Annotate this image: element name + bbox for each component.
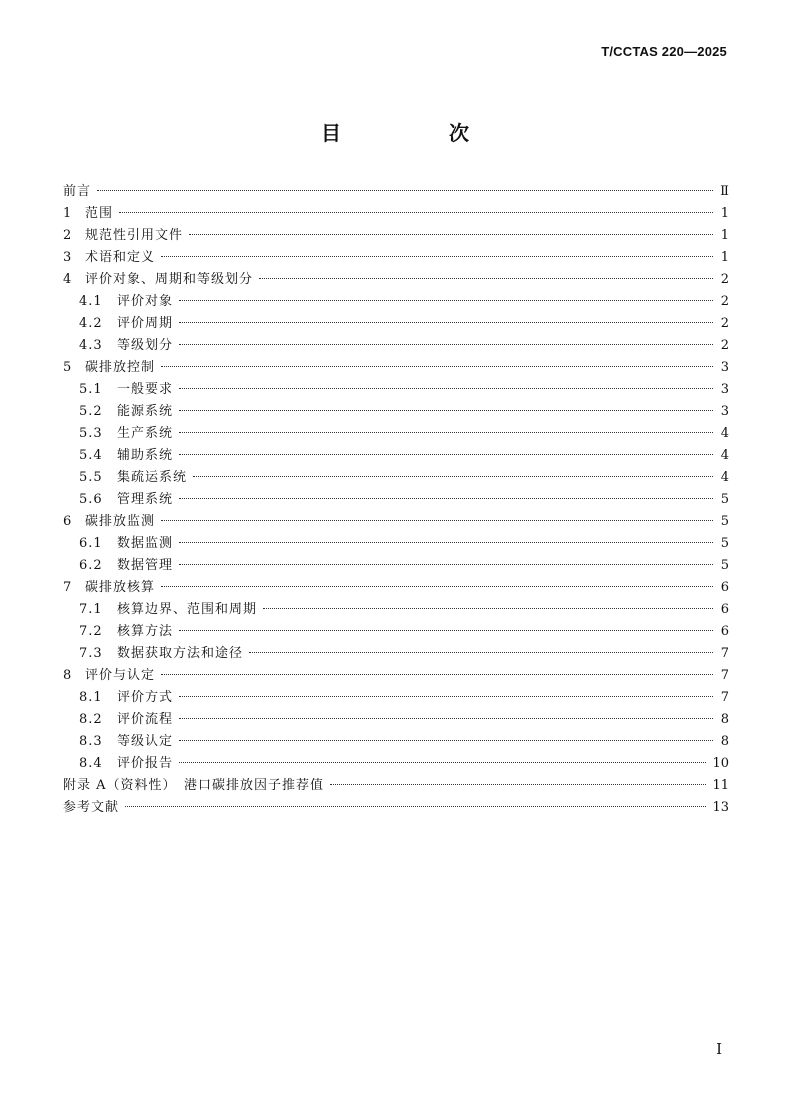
toc-entry-page: Ⅱ — [720, 184, 729, 199]
toc-entry-page: 7 — [720, 646, 729, 661]
toc-entry-number: 5.1 — [79, 382, 103, 397]
toc-leader-dots — [119, 212, 713, 213]
toc-entry-page: 1 — [720, 228, 729, 243]
toc-entry-page: 4 — [720, 470, 729, 485]
toc-entry-label: 规范性引用文件 — [85, 228, 184, 243]
toc-entry[interactable] — [63, 269, 729, 291]
toc-entry[interactable] — [63, 357, 729, 379]
toc-entry-label: 附录 A（资料性） 港口碳排放因子推荐值 — [63, 778, 325, 793]
page-title: 目 次 — [321, 121, 513, 145]
toc-entry-page: 5 — [720, 558, 729, 573]
toc-entry-page: 5 — [720, 536, 729, 551]
toc-entry[interactable] — [63, 247, 729, 269]
toc-entry-page: 2 — [720, 316, 729, 331]
toc-entry[interactable] — [63, 621, 729, 643]
toc-leader-dots — [189, 234, 713, 235]
table-of-contents — [63, 181, 729, 819]
toc-entry-page: 7 — [720, 690, 729, 705]
toc-entry-label: 范围 — [85, 206, 114, 221]
toc-entry-number: 5.4 — [79, 448, 103, 463]
toc-entry[interactable] — [63, 467, 729, 489]
toc-entry[interactable] — [63, 423, 729, 445]
toc-entry-label: 评价报告 — [117, 756, 174, 771]
toc-entry-page: 3 — [720, 404, 729, 419]
toc-leader-dots — [263, 608, 713, 609]
toc-entry-number: 8.3 — [79, 734, 103, 749]
toc-leader-dots — [259, 278, 713, 279]
toc-entry-label: 数据监测 — [117, 536, 174, 551]
toc-entry-label: 数据管理 — [117, 558, 174, 573]
toc-leader-dots — [179, 322, 713, 323]
toc-entry-number: 1 — [63, 206, 72, 221]
toc-entry-number: 7.1 — [79, 602, 103, 617]
toc-entry-page: 2 — [720, 272, 729, 287]
toc-leader-dots — [179, 300, 713, 301]
toc-entry-label: 评价方式 — [117, 690, 174, 705]
toc-entry-number: 4.1 — [79, 294, 103, 309]
toc-entry-number: 4.2 — [79, 316, 103, 331]
toc-entry-number: 5.6 — [79, 492, 103, 507]
toc-entry-label: 术语和定义 — [85, 250, 156, 265]
toc-entry[interactable] — [63, 401, 729, 423]
toc-entry-page: 2 — [720, 294, 729, 309]
toc-entry[interactable] — [63, 753, 729, 775]
toc-entry-number: 8.4 — [79, 756, 103, 771]
toc-entry-page: 4 — [720, 448, 729, 463]
toc-leader-dots — [125, 806, 706, 807]
toc-entry-label: 碳排放核算 — [85, 580, 156, 595]
toc-entry[interactable] — [63, 797, 729, 819]
toc-entry-number: 7 — [63, 580, 72, 595]
toc-entry-page: 8 — [720, 712, 729, 727]
toc-entry-label: 评价对象 — [117, 294, 174, 309]
toc-entry-page: 5 — [720, 492, 729, 507]
toc-leader-dots — [179, 696, 713, 697]
toc-entry[interactable] — [63, 665, 729, 687]
toc-entry-label: 碳排放控制 — [85, 360, 156, 375]
toc-entry-number: 7.2 — [79, 624, 103, 639]
toc-leader-dots — [179, 410, 713, 411]
toc-entry-page: 13 — [712, 800, 729, 815]
toc-entry-label: 碳排放监测 — [85, 514, 156, 529]
toc-entry-label: 评价与认定 — [85, 668, 156, 683]
toc-entry[interactable] — [63, 643, 729, 665]
toc-entry[interactable] — [63, 445, 729, 467]
toc-entry-label: 核算边界、范围和周期 — [117, 602, 258, 617]
toc-leader-dots — [179, 432, 713, 433]
toc-leader-dots — [161, 256, 713, 257]
toc-entry-label: 一般要求 — [117, 382, 174, 397]
toc-entry-label: 生产系统 — [117, 426, 174, 441]
toc-entry[interactable] — [63, 335, 729, 357]
toc-entry-page: 6 — [720, 602, 729, 617]
toc-leader-dots — [179, 762, 706, 763]
toc-entry-label: 前言 — [63, 184, 92, 199]
toc-entry-label: 能源系统 — [117, 404, 174, 419]
toc-entry-page: 2 — [720, 338, 729, 353]
toc-entry-number: 5.2 — [79, 404, 103, 419]
toc-entry[interactable] — [63, 511, 729, 533]
toc-entry[interactable] — [63, 291, 729, 313]
toc-entry[interactable] — [63, 731, 729, 753]
toc-entry[interactable] — [63, 203, 729, 225]
toc-entry[interactable] — [63, 555, 729, 577]
toc-entry[interactable] — [63, 313, 729, 335]
toc-entry-number: 2 — [63, 228, 72, 243]
toc-entry-page: 1 — [720, 250, 729, 265]
toc-entry[interactable] — [63, 599, 729, 621]
toc-entry[interactable] — [63, 577, 729, 599]
toc-entry[interactable] — [63, 709, 729, 731]
toc-entry-page: 8 — [720, 734, 729, 749]
toc-entry-number: 6.2 — [79, 558, 103, 573]
toc-entry-label: 核算方法 — [117, 624, 174, 639]
toc-entry-label: 评价周期 — [117, 316, 174, 331]
page-number: I — [716, 1040, 722, 1058]
toc-entry-label: 等级划分 — [117, 338, 174, 353]
toc-entry-number: 8.1 — [79, 690, 103, 705]
toc-entry-number: 5 — [63, 360, 72, 375]
toc-entry-page: 1 — [720, 206, 729, 221]
toc-leader-dots — [179, 498, 713, 499]
toc-entry-number: 7.3 — [79, 646, 103, 661]
toc-leader-dots — [161, 674, 713, 675]
toc-entry-label: 等级认定 — [117, 734, 174, 749]
toc-entry-page: 11 — [712, 778, 729, 793]
toc-entry-page: 4 — [720, 426, 729, 441]
toc-entry-page: 3 — [720, 382, 729, 397]
toc-entry-number: 4.3 — [79, 338, 103, 353]
toc-leader-dots — [161, 586, 713, 587]
document-code: T/CCTAS 220—2025 — [601, 44, 727, 59]
toc-leader-dots — [161, 520, 713, 521]
toc-entry-number: 5.3 — [79, 426, 103, 441]
toc-entry[interactable] — [63, 225, 729, 247]
toc-entry-label: 管理系统 — [117, 492, 174, 507]
toc-entry[interactable] — [63, 181, 729, 203]
toc-entry-page: 7 — [720, 668, 729, 683]
toc-entry[interactable] — [63, 775, 729, 797]
toc-leader-dots — [179, 718, 713, 719]
toc-entry-label: 数据获取方法和途径 — [117, 646, 244, 661]
toc-entry-number: 8 — [63, 668, 72, 683]
toc-entry-label: 参考文献 — [63, 800, 120, 815]
toc-leader-dots — [179, 542, 713, 543]
toc-entry-label: 评价流程 — [117, 712, 174, 727]
toc-entry-number: 6.1 — [79, 536, 103, 551]
toc-entry-page: 5 — [720, 514, 729, 529]
toc-entry[interactable] — [63, 489, 729, 511]
toc-leader-dots — [179, 344, 713, 345]
toc-leader-dots — [330, 784, 706, 785]
toc-leader-dots — [179, 564, 713, 565]
toc-entry-label: 集疏运系统 — [117, 470, 188, 485]
toc-leader-dots — [179, 740, 713, 741]
toc-entry-number: 6 — [63, 514, 72, 529]
toc-leader-dots — [249, 652, 713, 653]
toc-entry-number: 8.2 — [79, 712, 103, 727]
toc-entry-page: 10 — [712, 756, 729, 771]
toc-entry[interactable] — [63, 533, 729, 555]
toc-leader-dots — [161, 366, 713, 367]
toc-entry-page: 6 — [720, 580, 729, 595]
toc-entry-number: 3 — [63, 250, 72, 265]
toc-entry-label: 辅助系统 — [117, 448, 174, 463]
toc-leader-dots — [193, 476, 713, 477]
toc-entry-number: 4 — [63, 272, 72, 287]
toc-leader-dots — [179, 630, 713, 631]
toc-entry[interactable] — [63, 379, 729, 401]
toc-entry[interactable] — [63, 687, 729, 709]
toc-leader-dots — [179, 388, 713, 389]
toc-entry-number: 5.5 — [79, 470, 103, 485]
toc-entry-page: 6 — [720, 624, 729, 639]
toc-entry-label: 评价对象、周期和等级划分 — [85, 272, 254, 287]
toc-leader-dots — [179, 454, 713, 455]
toc-leader-dots — [97, 190, 713, 191]
toc-entry-page: 3 — [720, 360, 729, 375]
